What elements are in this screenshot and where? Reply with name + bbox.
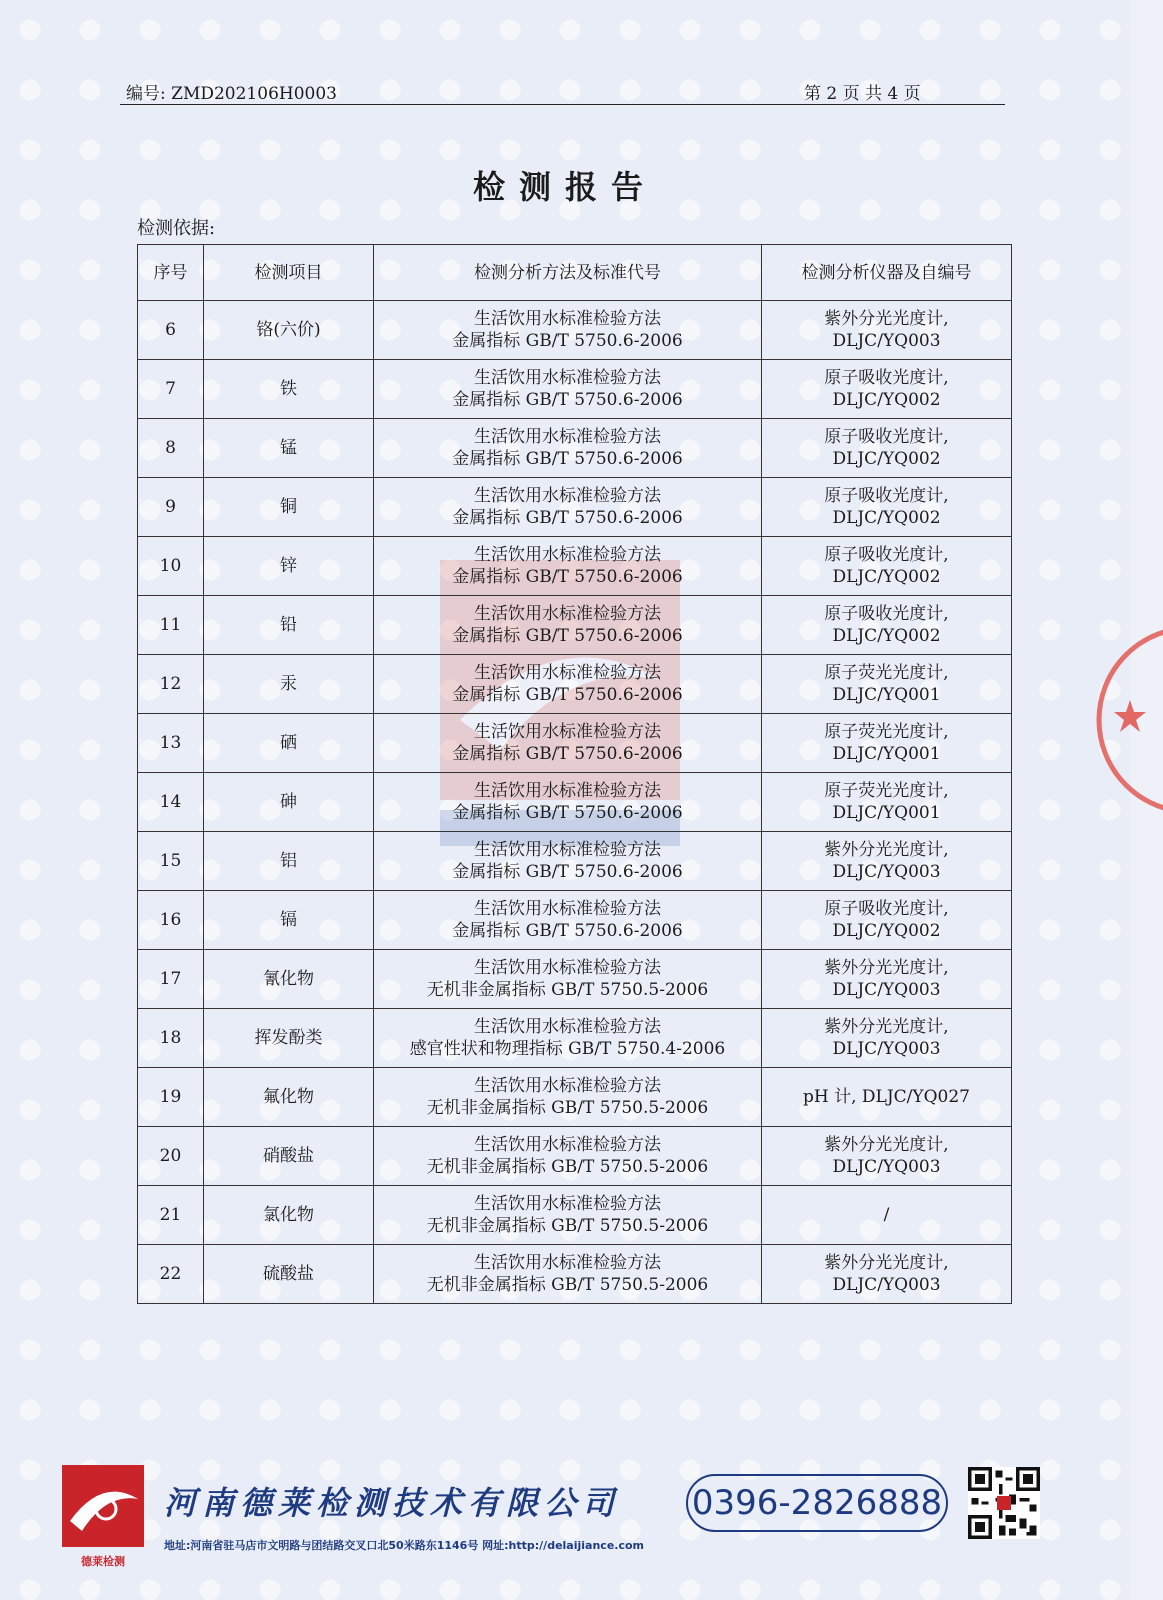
cell-no xyxy=(138,1068,204,1127)
cell-method-line: 生活饮用水标准检验方法 xyxy=(474,309,661,329)
cell-item-line: 砷 xyxy=(280,792,297,812)
cell-item-line: 铅 xyxy=(280,615,297,635)
cell-no-line: 7 xyxy=(165,379,176,399)
cell-method-line: 生活饮用水标准检验方法 xyxy=(474,1135,661,1155)
company-address: 地址:河南省驻马店市文明路与团结路交叉口北50米路东1146号 网址:http://delaijiance.com xyxy=(164,1539,644,1552)
cell-instrument xyxy=(762,537,1012,596)
cell-item xyxy=(204,301,374,360)
table-row xyxy=(138,596,1012,655)
cell-no xyxy=(138,891,204,950)
cell-no-line: 21 xyxy=(159,1205,182,1225)
cell-no-line: 13 xyxy=(159,733,182,753)
cell-method-line: 金属指标 GB/T 5750.6-2006 xyxy=(452,626,683,646)
cell-method-line: 无机非金属指标 GB/T 5750.5-2006 xyxy=(426,1098,709,1118)
cell-instrument-line: 紫外分光光度计, xyxy=(824,1253,949,1273)
cell-instrument-line: DLJC/YQ002 xyxy=(832,449,941,469)
table-row xyxy=(138,1245,1012,1304)
cell-item xyxy=(204,1127,374,1186)
cell-instrument-line: 原子吸收光度计, xyxy=(824,368,949,388)
cell-item-line: 锌 xyxy=(280,556,297,576)
cell-item xyxy=(204,832,374,891)
cell-instrument-line: DLJC/YQ002 xyxy=(832,390,941,410)
cell-item xyxy=(204,596,374,655)
cell-instrument-line: 原子吸收光度计, xyxy=(824,427,949,447)
cell-item-line: 铝 xyxy=(280,851,297,871)
header-no: 序号 xyxy=(138,245,204,301)
cell-no-line: 22 xyxy=(159,1264,182,1284)
cell-method xyxy=(374,714,762,773)
cell-no xyxy=(138,1009,204,1068)
cell-instrument-line: DLJC/YQ001 xyxy=(832,685,941,705)
cell-item-line: 氰化物 xyxy=(263,969,314,989)
cell-instrument-line: DLJC/YQ003 xyxy=(832,1039,941,1059)
cell-instrument xyxy=(762,478,1012,537)
table-row xyxy=(138,1009,1012,1068)
cell-method-line: 生活饮用水标准检验方法 xyxy=(474,1076,661,1096)
cell-method-line: 生活饮用水标准检验方法 xyxy=(474,486,661,506)
cell-instrument xyxy=(762,419,1012,478)
cell-item xyxy=(204,773,374,832)
cell-item-line: 铜 xyxy=(280,497,297,517)
cell-method xyxy=(374,360,762,419)
cell-instrument-line: DLJC/YQ003 xyxy=(832,331,941,351)
table-row xyxy=(138,419,1012,478)
cell-item-line: 氯化物 xyxy=(263,1205,314,1225)
cell-method-line: 金属指标 GB/T 5750.6-2006 xyxy=(452,921,683,941)
serial-label: 编号: xyxy=(126,84,166,104)
cell-instrument-line: 原子吸收光度计, xyxy=(824,545,949,565)
cell-method-line: 金属指标 GB/T 5750.6-2006 xyxy=(452,567,683,587)
cell-item xyxy=(204,1186,374,1245)
report-title: 检测报告 xyxy=(472,168,657,206)
cell-instrument-line: 紫外分光光度计, xyxy=(824,309,949,329)
cell-no xyxy=(138,832,204,891)
cell-instrument xyxy=(762,891,1012,950)
cell-method xyxy=(374,301,762,360)
cell-item-line: 挥发酚类 xyxy=(254,1028,323,1048)
cell-method-line: 金属指标 GB/T 5750.6-2006 xyxy=(452,862,683,882)
table-row xyxy=(138,655,1012,714)
cell-no-line: 16 xyxy=(159,910,182,930)
header-instrument: 检测分析仪器及自编号 xyxy=(762,245,1012,301)
basis-label: 检测依据: xyxy=(137,218,216,239)
header-divider xyxy=(120,104,1005,105)
cell-method xyxy=(374,1068,762,1127)
cell-item-line: 硒 xyxy=(280,733,297,753)
cell-item-line: 镉 xyxy=(280,910,297,930)
cell-instrument-line: DLJC/YQ003 xyxy=(832,1275,941,1295)
cell-instrument xyxy=(762,1068,1012,1127)
cell-method xyxy=(374,1009,762,1068)
red-seal-stamp-icon xyxy=(1096,620,1163,820)
cell-instrument-line: DLJC/YQ001 xyxy=(832,803,941,823)
cell-instrument xyxy=(762,1009,1012,1068)
logo-caption: 德莱检测 xyxy=(81,1555,125,1568)
company-logo-icon xyxy=(62,1465,144,1547)
table-row xyxy=(138,773,1012,832)
cell-instrument-line: DLJC/YQ002 xyxy=(832,921,941,941)
cell-method xyxy=(374,1186,762,1245)
cell-no-line: 15 xyxy=(159,851,182,871)
table-row xyxy=(138,1127,1012,1186)
cell-method xyxy=(374,537,762,596)
cell-instrument-line: DLJC/YQ002 xyxy=(832,567,941,587)
cell-method-line: 生活饮用水标准检验方法 xyxy=(474,663,661,683)
cell-item xyxy=(204,714,374,773)
cell-method-line: 生活饮用水标准检验方法 xyxy=(474,368,661,388)
table-row xyxy=(138,478,1012,537)
table-row xyxy=(138,360,1012,419)
cell-instrument xyxy=(762,360,1012,419)
cell-instrument xyxy=(762,773,1012,832)
cell-item xyxy=(204,360,374,419)
cell-method xyxy=(374,478,762,537)
cell-no-line: 19 xyxy=(159,1087,182,1107)
cell-instrument-line: DLJC/YQ003 xyxy=(832,862,941,882)
cell-instrument xyxy=(762,714,1012,773)
cell-method xyxy=(374,1127,762,1186)
cell-instrument-line: 紫外分光光度计, xyxy=(824,958,949,978)
cell-instrument-line: 原子荧光光度计, xyxy=(824,663,949,683)
cell-method-line: 生活饮用水标准检验方法 xyxy=(474,781,661,801)
cell-instrument xyxy=(762,596,1012,655)
cell-no-line: 11 xyxy=(159,615,182,635)
cell-method xyxy=(374,655,762,714)
cell-item xyxy=(204,419,374,478)
company-name: 河南德莱检测技术有限公司 xyxy=(164,1484,621,1522)
table-row xyxy=(138,714,1012,773)
cell-method-line: 金属指标 GB/T 5750.6-2006 xyxy=(452,685,683,705)
cell-instrument-line: / xyxy=(883,1205,890,1225)
cell-instrument-line: 紫外分光光度计, xyxy=(824,840,949,860)
serial-value: ZMD202106H0003 xyxy=(171,84,337,104)
cell-method-line: 生活饮用水标准检验方法 xyxy=(474,427,661,447)
cell-item xyxy=(204,537,374,596)
cell-no-line: 18 xyxy=(159,1028,182,1048)
test-basis-table xyxy=(137,244,1012,1304)
cell-instrument xyxy=(762,1245,1012,1304)
table-row xyxy=(138,537,1012,596)
cell-instrument-line: 原子吸收光度计, xyxy=(824,486,949,506)
cell-no xyxy=(138,773,204,832)
cell-no xyxy=(138,1245,204,1304)
cell-method-line: 生活饮用水标准检验方法 xyxy=(474,722,661,742)
cell-method-line: 无机非金属指标 GB/T 5750.5-2006 xyxy=(426,1157,709,1177)
cell-method xyxy=(374,419,762,478)
cell-instrument xyxy=(762,950,1012,1009)
table-row xyxy=(138,832,1012,891)
cell-method xyxy=(374,832,762,891)
cell-no-line: 17 xyxy=(159,969,182,989)
cell-no xyxy=(138,360,204,419)
cell-no-line: 10 xyxy=(159,556,182,576)
cell-method xyxy=(374,950,762,1009)
table-row xyxy=(138,1186,1012,1245)
cell-instrument-line: 紫外分光光度计, xyxy=(824,1135,949,1155)
cell-method-line: 金属指标 GB/T 5750.6-2006 xyxy=(452,744,683,764)
cell-method-line: 金属指标 GB/T 5750.6-2006 xyxy=(452,449,683,469)
cell-no xyxy=(138,1127,204,1186)
cell-instrument-line: 紫外分光光度计, xyxy=(824,1017,949,1037)
table-row xyxy=(138,1068,1012,1127)
cell-instrument xyxy=(762,655,1012,714)
header-method: 检测分析方法及标准代号 xyxy=(374,245,762,301)
cell-method-line: 无机非金属指标 GB/T 5750.5-2006 xyxy=(426,1216,709,1236)
cell-item-line: 铁 xyxy=(280,379,297,399)
cell-instrument-line: 原子荧光光度计, xyxy=(824,722,949,742)
qr-code-icon xyxy=(968,1467,1040,1539)
cell-no xyxy=(138,301,204,360)
cell-item-line: 铬(六价) xyxy=(256,320,321,340)
cell-no-line: 14 xyxy=(159,792,182,812)
cell-item xyxy=(204,1245,374,1304)
cell-method-line: 金属指标 GB/T 5750.6-2006 xyxy=(452,803,683,823)
cell-method-line: 金属指标 GB/T 5750.6-2006 xyxy=(452,508,683,528)
cell-method-line: 生活饮用水标准检验方法 xyxy=(474,545,661,565)
cell-instrument-line: pH 计, DLJC/YQ027 xyxy=(803,1087,970,1107)
cell-no xyxy=(138,655,204,714)
cell-method xyxy=(374,1245,762,1304)
cell-item-line: 氟化物 xyxy=(263,1087,314,1107)
cell-method-line: 生活饮用水标准检验方法 xyxy=(474,840,661,860)
cell-method-line: 金属指标 GB/T 5750.6-2006 xyxy=(452,390,683,410)
cell-instrument-line: 原子吸收光度计, xyxy=(824,604,949,624)
cell-no xyxy=(138,1186,204,1245)
cell-no xyxy=(138,419,204,478)
cell-no xyxy=(138,596,204,655)
cell-instrument-line: DLJC/YQ003 xyxy=(832,980,941,1000)
page-info: 第 2 页 共 4 页 xyxy=(804,84,921,104)
cell-no-line: 8 xyxy=(165,438,176,458)
cell-item xyxy=(204,655,374,714)
cell-method-line: 感官性状和物理指标 GB/T 5750.4-2006 xyxy=(409,1039,726,1059)
cell-method-line: 生活饮用水标准检验方法 xyxy=(474,1253,661,1273)
cell-no xyxy=(138,714,204,773)
cell-item xyxy=(204,1009,374,1068)
cell-no xyxy=(138,537,204,596)
cell-method xyxy=(374,596,762,655)
cell-no-line: 9 xyxy=(165,497,176,517)
cell-instrument xyxy=(762,832,1012,891)
cell-no xyxy=(138,478,204,537)
cell-instrument xyxy=(762,301,1012,360)
cell-no-line: 20 xyxy=(159,1146,182,1166)
cell-method-line: 无机非金属指标 GB/T 5750.5-2006 xyxy=(426,1275,709,1295)
cell-item xyxy=(204,478,374,537)
cell-instrument-line: DLJC/YQ003 xyxy=(832,1157,941,1177)
report-serial xyxy=(126,79,337,104)
cell-instrument-line: DLJC/YQ001 xyxy=(832,744,941,764)
cell-no xyxy=(138,950,204,1009)
cell-method-line: 生活饮用水标准检验方法 xyxy=(474,958,661,978)
cell-instrument-line: 原子荧光光度计, xyxy=(824,781,949,801)
cell-method-line: 生活饮用水标准检验方法 xyxy=(474,1194,661,1214)
cell-method xyxy=(374,891,762,950)
cell-instrument-line: DLJC/YQ002 xyxy=(832,626,941,646)
table-row xyxy=(138,950,1012,1009)
cell-item-line: 汞 xyxy=(280,674,297,694)
cell-instrument-line: 原子吸收光度计, xyxy=(824,899,949,919)
table-row xyxy=(138,301,1012,360)
company-phone: 0396-2826888 xyxy=(686,1474,948,1532)
cell-item xyxy=(204,891,374,950)
cell-item-line: 锰 xyxy=(280,438,297,458)
cell-method-line: 生活饮用水标准检验方法 xyxy=(474,899,661,919)
cell-no-line: 6 xyxy=(165,320,176,340)
cell-method-line: 生活饮用水标准检验方法 xyxy=(474,604,661,624)
cell-item-line: 硝酸盐 xyxy=(263,1146,314,1166)
cell-method-line: 金属指标 GB/T 5750.6-2006 xyxy=(452,331,683,351)
cell-item-line: 硫酸盐 xyxy=(263,1264,314,1284)
cell-instrument xyxy=(762,1186,1012,1245)
table-header-row xyxy=(138,245,1012,301)
cell-no-line: 12 xyxy=(159,674,182,694)
cell-item xyxy=(204,950,374,1009)
cell-method-line: 无机非金属指标 GB/T 5750.5-2006 xyxy=(426,980,709,1000)
cell-instrument xyxy=(762,1127,1012,1186)
table-row xyxy=(138,891,1012,950)
cell-method-line: 生活饮用水标准检验方法 xyxy=(474,1017,661,1037)
cell-method xyxy=(374,773,762,832)
cell-instrument-line: DLJC/YQ002 xyxy=(832,508,941,528)
cell-item xyxy=(204,1068,374,1127)
header-item: 检测项目 xyxy=(204,245,374,301)
